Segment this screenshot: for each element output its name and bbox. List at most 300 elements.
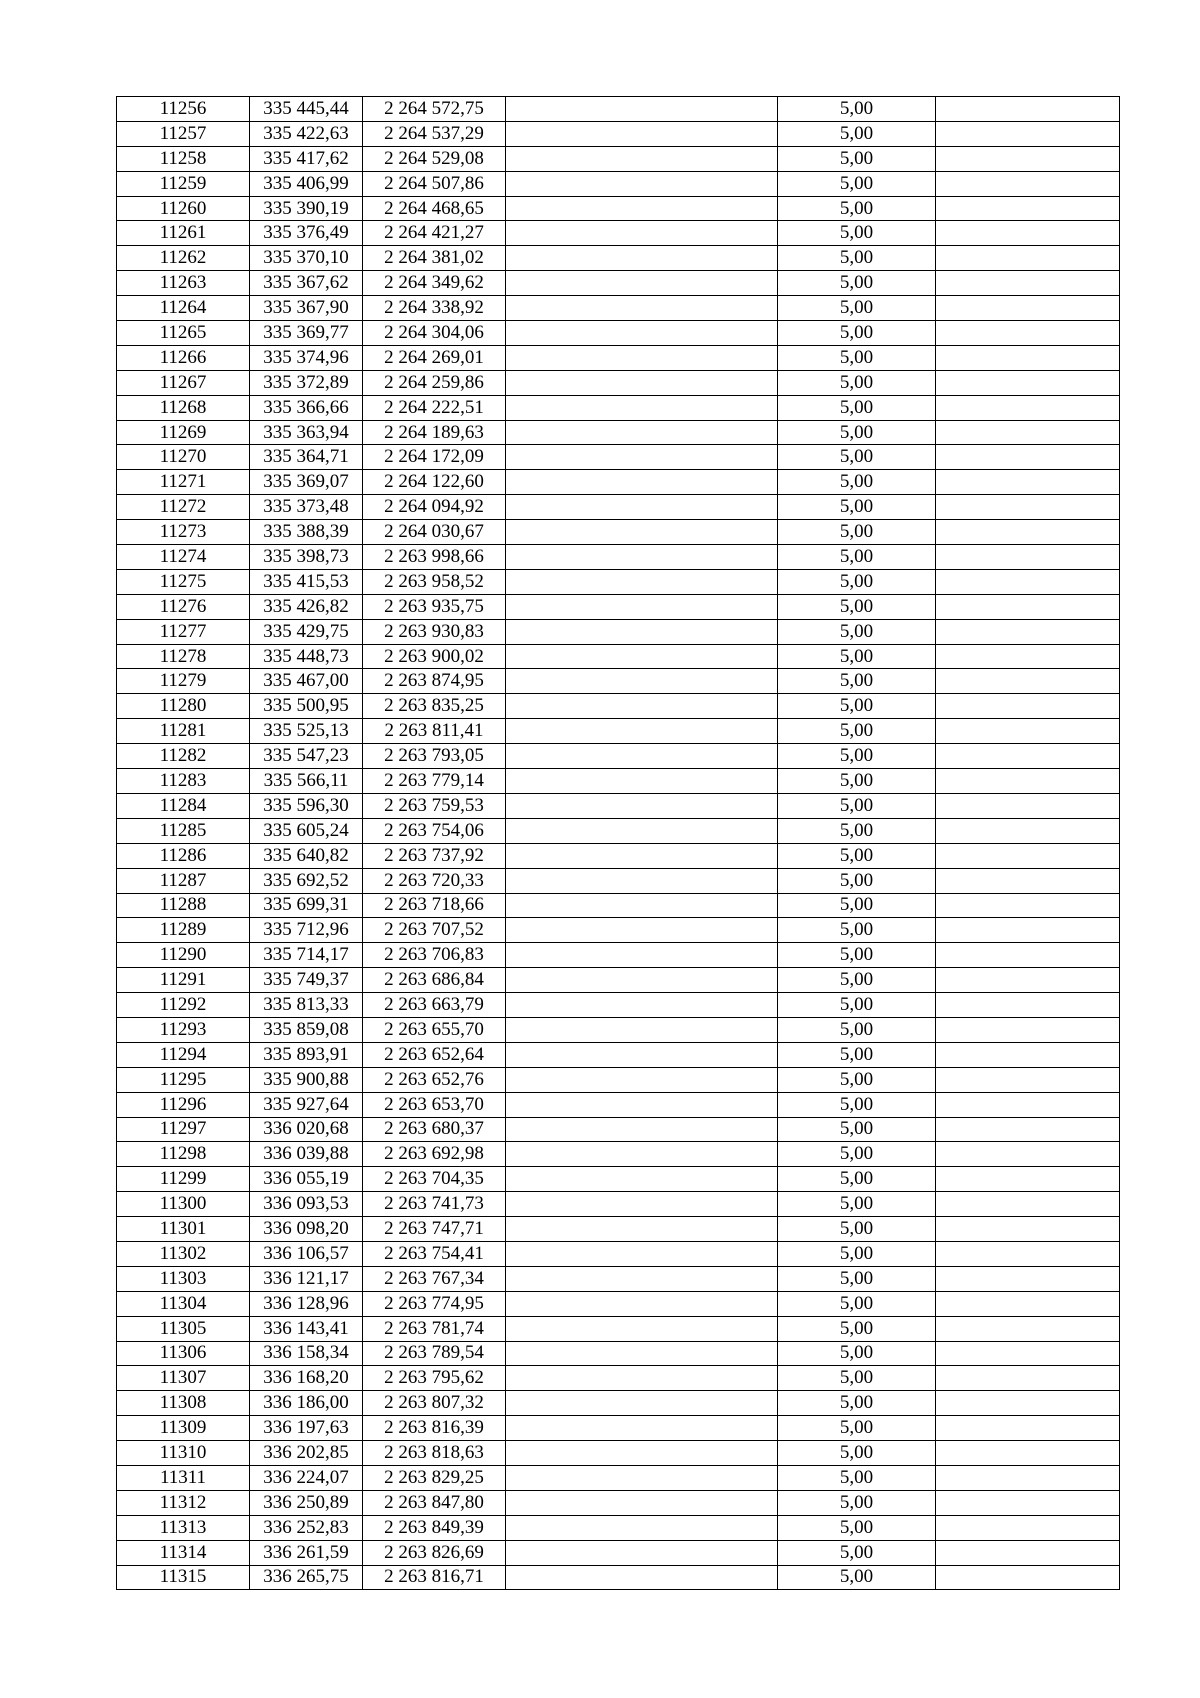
y-coordinate-cell: 2 264 189,63 (363, 420, 506, 445)
empty-cell (506, 1391, 778, 1416)
x-coordinate-cell: 335 605,24 (250, 818, 363, 843)
y-coordinate-cell: 2 263 754,06 (363, 818, 506, 843)
empty-cell (506, 196, 778, 221)
table-row (117, 221, 1120, 246)
value-cell: 5,00 (778, 1391, 936, 1416)
table-row (117, 1167, 1120, 1192)
empty-cell (506, 321, 778, 346)
x-coordinate-cell: 335 367,62 (250, 271, 363, 296)
point-number-cell: 11273 (117, 520, 250, 545)
empty-cell (936, 97, 1120, 122)
y-coordinate-cell: 2 264 537,29 (363, 121, 506, 146)
table-row (117, 171, 1120, 196)
value-cell: 5,00 (778, 1316, 936, 1341)
value-cell: 5,00 (778, 1117, 936, 1142)
table-row (117, 644, 1120, 669)
empty-cell (506, 868, 778, 893)
x-coordinate-cell: 335 692,52 (250, 868, 363, 893)
empty-cell (506, 1241, 778, 1266)
table-row (117, 495, 1120, 520)
y-coordinate-cell: 2 264 572,75 (363, 97, 506, 122)
value-cell: 5,00 (778, 1366, 936, 1391)
point-number-cell: 11272 (117, 495, 250, 520)
table-row (117, 719, 1120, 744)
value-cell: 5,00 (778, 1266, 936, 1291)
point-number-cell: 11275 (117, 569, 250, 594)
point-number-cell: 11274 (117, 545, 250, 570)
table-row (117, 395, 1120, 420)
table-row (117, 296, 1120, 321)
value-cell: 5,00 (778, 993, 936, 1018)
point-number-cell: 11296 (117, 1092, 250, 1117)
empty-cell (936, 744, 1120, 769)
value-cell: 5,00 (778, 146, 936, 171)
y-coordinate-cell: 2 263 774,95 (363, 1291, 506, 1316)
empty-cell (936, 1217, 1120, 1242)
value-cell: 5,00 (778, 296, 936, 321)
empty-cell (506, 1192, 778, 1217)
table-row (117, 1441, 1120, 1466)
empty-cell (506, 1465, 778, 1490)
empty-cell (936, 1017, 1120, 1042)
table-row (117, 818, 1120, 843)
y-coordinate-cell: 2 264 507,86 (363, 171, 506, 196)
empty-cell (936, 271, 1120, 296)
point-number-cell: 11301 (117, 1217, 250, 1242)
y-coordinate-cell: 2 263 779,14 (363, 769, 506, 794)
table-row (117, 1117, 1120, 1142)
empty-cell (506, 445, 778, 470)
table-row (117, 420, 1120, 445)
empty-cell (506, 470, 778, 495)
x-coordinate-cell: 335 596,30 (250, 793, 363, 818)
point-number-cell: 11287 (117, 868, 250, 893)
point-number-cell: 11284 (117, 793, 250, 818)
empty-cell (506, 669, 778, 694)
value-cell: 5,00 (778, 1142, 936, 1167)
y-coordinate-cell: 2 264 172,09 (363, 445, 506, 470)
table-row (117, 993, 1120, 1018)
point-number-cell: 11291 (117, 968, 250, 993)
point-number-cell: 11308 (117, 1391, 250, 1416)
y-coordinate-cell: 2 263 874,95 (363, 669, 506, 694)
point-number-cell: 11280 (117, 694, 250, 719)
x-coordinate-cell: 335 373,48 (250, 495, 363, 520)
empty-cell (936, 1341, 1120, 1366)
empty-cell (936, 470, 1120, 495)
table-row (117, 1217, 1120, 1242)
empty-cell (506, 520, 778, 545)
y-coordinate-cell: 2 264 421,27 (363, 221, 506, 246)
x-coordinate-cell: 335 893,91 (250, 1042, 363, 1067)
empty-cell (936, 968, 1120, 993)
point-number-cell: 11267 (117, 370, 250, 395)
point-number-cell: 11256 (117, 97, 250, 122)
value-cell: 5,00 (778, 1067, 936, 1092)
empty-cell (936, 370, 1120, 395)
point-number-cell: 11294 (117, 1042, 250, 1067)
value-cell: 5,00 (778, 818, 936, 843)
point-number-cell: 11304 (117, 1291, 250, 1316)
empty-cell (506, 769, 778, 794)
table-row (117, 868, 1120, 893)
point-number-cell: 11300 (117, 1192, 250, 1217)
y-coordinate-cell: 2 263 930,83 (363, 619, 506, 644)
x-coordinate-cell: 335 367,90 (250, 296, 363, 321)
y-coordinate-cell: 2 263 692,98 (363, 1142, 506, 1167)
empty-cell (936, 1241, 1120, 1266)
empty-cell (936, 569, 1120, 594)
y-coordinate-cell: 2 263 741,73 (363, 1192, 506, 1217)
table-row (117, 744, 1120, 769)
y-coordinate-cell: 2 263 653,70 (363, 1092, 506, 1117)
y-coordinate-cell: 2 263 767,34 (363, 1266, 506, 1291)
value-cell: 5,00 (778, 1515, 936, 1540)
table-row (117, 1465, 1120, 1490)
y-coordinate-cell: 2 263 718,66 (363, 893, 506, 918)
y-coordinate-cell: 2 263 793,05 (363, 744, 506, 769)
table-row (117, 445, 1120, 470)
y-coordinate-cell: 2 263 795,62 (363, 1366, 506, 1391)
point-number-cell: 11305 (117, 1316, 250, 1341)
empty-cell (506, 644, 778, 669)
empty-cell (506, 1565, 778, 1590)
point-number-cell: 11315 (117, 1565, 250, 1590)
value-cell: 5,00 (778, 1167, 936, 1192)
y-coordinate-cell: 2 263 652,64 (363, 1042, 506, 1067)
point-number-cell: 11269 (117, 420, 250, 445)
x-coordinate-cell: 336 261,59 (250, 1540, 363, 1565)
table-row (117, 569, 1120, 594)
x-coordinate-cell: 335 927,64 (250, 1092, 363, 1117)
empty-cell (506, 1117, 778, 1142)
empty-cell (506, 1416, 778, 1441)
point-number-cell: 11277 (117, 619, 250, 644)
empty-cell (936, 719, 1120, 744)
value-cell: 5,00 (778, 619, 936, 644)
value-cell: 5,00 (778, 545, 936, 570)
empty-cell (936, 868, 1120, 893)
empty-cell (506, 1316, 778, 1341)
y-coordinate-cell: 2 264 338,92 (363, 296, 506, 321)
y-coordinate-cell: 2 263 737,92 (363, 843, 506, 868)
table-row (117, 321, 1120, 346)
y-coordinate-cell: 2 263 747,71 (363, 1217, 506, 1242)
empty-cell (506, 246, 778, 271)
empty-cell (506, 1490, 778, 1515)
point-number-cell: 11310 (117, 1441, 250, 1466)
x-coordinate-cell: 335 566,11 (250, 769, 363, 794)
table-row (117, 893, 1120, 918)
empty-cell (506, 719, 778, 744)
point-number-cell: 11313 (117, 1515, 250, 1540)
empty-cell (506, 893, 778, 918)
y-coordinate-cell: 2 263 707,52 (363, 918, 506, 943)
x-coordinate-cell: 335 417,62 (250, 146, 363, 171)
empty-cell (506, 1142, 778, 1167)
x-coordinate-cell: 336 202,85 (250, 1441, 363, 1466)
x-coordinate-cell: 335 370,10 (250, 246, 363, 271)
table-row (117, 769, 1120, 794)
empty-cell (936, 1540, 1120, 1565)
x-coordinate-cell: 335 406,99 (250, 171, 363, 196)
point-number-cell: 11290 (117, 943, 250, 968)
empty-cell (506, 818, 778, 843)
empty-cell (506, 1366, 778, 1391)
table-row (117, 97, 1120, 122)
point-number-cell: 11288 (117, 893, 250, 918)
value-cell: 5,00 (778, 271, 936, 296)
table-row (117, 1316, 1120, 1341)
value-cell: 5,00 (778, 1341, 936, 1366)
empty-cell (936, 445, 1120, 470)
table-row (117, 1391, 1120, 1416)
value-cell: 5,00 (778, 943, 936, 968)
table-row (117, 843, 1120, 868)
point-number-cell: 11268 (117, 395, 250, 420)
empty-cell (936, 296, 1120, 321)
empty-cell (506, 146, 778, 171)
table-body (117, 97, 1120, 1590)
point-number-cell: 11279 (117, 669, 250, 694)
y-coordinate-cell: 2 263 652,76 (363, 1067, 506, 1092)
point-number-cell: 11278 (117, 644, 250, 669)
empty-cell (936, 146, 1120, 171)
table-row (117, 619, 1120, 644)
value-cell: 5,00 (778, 968, 936, 993)
y-coordinate-cell: 2 263 704,35 (363, 1167, 506, 1192)
empty-cell (936, 1316, 1120, 1341)
empty-cell (506, 744, 778, 769)
table-row (117, 594, 1120, 619)
empty-cell (506, 1515, 778, 1540)
value-cell: 5,00 (778, 345, 936, 370)
x-coordinate-cell: 335 388,39 (250, 520, 363, 545)
x-coordinate-cell: 336 039,88 (250, 1142, 363, 1167)
point-number-cell: 11298 (117, 1142, 250, 1167)
empty-cell (936, 893, 1120, 918)
x-coordinate-cell: 335 398,73 (250, 545, 363, 570)
y-coordinate-cell: 2 263 759,53 (363, 793, 506, 818)
value-cell: 5,00 (778, 1092, 936, 1117)
table-row (117, 520, 1120, 545)
value-cell: 5,00 (778, 196, 936, 221)
empty-cell (506, 993, 778, 1018)
point-number-cell: 11260 (117, 196, 250, 221)
empty-cell (506, 1441, 778, 1466)
empty-cell (936, 1441, 1120, 1466)
y-coordinate-cell: 2 264 030,67 (363, 520, 506, 545)
point-number-cell: 11307 (117, 1366, 250, 1391)
empty-cell (506, 1540, 778, 1565)
x-coordinate-cell: 336 265,75 (250, 1565, 363, 1590)
empty-cell (936, 918, 1120, 943)
y-coordinate-cell: 2 263 818,63 (363, 1441, 506, 1466)
x-coordinate-cell: 335 859,08 (250, 1017, 363, 1042)
empty-cell (936, 1117, 1120, 1142)
empty-cell (936, 196, 1120, 221)
value-cell: 5,00 (778, 1416, 936, 1441)
value-cell: 5,00 (778, 744, 936, 769)
y-coordinate-cell: 2 264 381,02 (363, 246, 506, 271)
value-cell: 5,00 (778, 470, 936, 495)
x-coordinate-cell: 335 525,13 (250, 719, 363, 744)
value-cell: 5,00 (778, 594, 936, 619)
empty-cell (936, 1291, 1120, 1316)
empty-cell (506, 1067, 778, 1092)
table-row (117, 669, 1120, 694)
table-row (117, 345, 1120, 370)
point-number-cell: 11303 (117, 1266, 250, 1291)
empty-cell (506, 1266, 778, 1291)
point-number-cell: 11285 (117, 818, 250, 843)
y-coordinate-cell: 2 263 811,41 (363, 719, 506, 744)
empty-cell (936, 246, 1120, 271)
y-coordinate-cell: 2 264 094,92 (363, 495, 506, 520)
point-number-cell: 11281 (117, 719, 250, 744)
table-row (117, 918, 1120, 943)
value-cell: 5,00 (778, 1042, 936, 1067)
x-coordinate-cell: 335 712,96 (250, 918, 363, 943)
point-number-cell: 11295 (117, 1067, 250, 1092)
y-coordinate-cell: 2 263 789,54 (363, 1341, 506, 1366)
empty-cell (936, 1565, 1120, 1590)
empty-cell (506, 495, 778, 520)
table-row (117, 1416, 1120, 1441)
empty-cell (936, 818, 1120, 843)
y-coordinate-cell: 2 263 829,25 (363, 1465, 506, 1490)
table-row (117, 545, 1120, 570)
value-cell: 5,00 (778, 171, 936, 196)
point-number-cell: 11271 (117, 470, 250, 495)
empty-cell (936, 345, 1120, 370)
y-coordinate-cell: 2 264 269,01 (363, 345, 506, 370)
point-number-cell: 11293 (117, 1017, 250, 1042)
table-row (117, 1266, 1120, 1291)
table-row (117, 1142, 1120, 1167)
empty-cell (936, 1266, 1120, 1291)
table-row (117, 793, 1120, 818)
point-number-cell: 11262 (117, 246, 250, 271)
point-number-cell: 11276 (117, 594, 250, 619)
x-coordinate-cell: 336 093,53 (250, 1192, 363, 1217)
y-coordinate-cell: 2 263 998,66 (363, 545, 506, 570)
y-coordinate-cell: 2 263 935,75 (363, 594, 506, 619)
table-row (117, 370, 1120, 395)
empty-cell (936, 495, 1120, 520)
point-number-cell: 11264 (117, 296, 250, 321)
x-coordinate-cell: 335 714,17 (250, 943, 363, 968)
x-coordinate-cell: 336 143,41 (250, 1316, 363, 1341)
table-row (117, 1366, 1120, 1391)
x-coordinate-cell: 336 020,68 (250, 1117, 363, 1142)
value-cell: 5,00 (778, 1017, 936, 1042)
y-coordinate-cell: 2 263 900,02 (363, 644, 506, 669)
empty-cell (936, 993, 1120, 1018)
table-row (117, 271, 1120, 296)
value-cell: 5,00 (778, 1241, 936, 1266)
x-coordinate-cell: 335 900,88 (250, 1067, 363, 1092)
x-coordinate-cell: 336 168,20 (250, 1366, 363, 1391)
empty-cell (506, 545, 778, 570)
x-coordinate-cell: 335 372,89 (250, 370, 363, 395)
y-coordinate-cell: 2 263 847,80 (363, 1490, 506, 1515)
empty-cell (506, 968, 778, 993)
table-row (117, 1515, 1120, 1540)
x-coordinate-cell: 335 749,37 (250, 968, 363, 993)
empty-cell (506, 171, 778, 196)
table-row (117, 146, 1120, 171)
y-coordinate-cell: 2 263 680,37 (363, 1117, 506, 1142)
y-coordinate-cell: 2 264 349,62 (363, 271, 506, 296)
empty-cell (936, 1515, 1120, 1540)
empty-cell (506, 619, 778, 644)
x-coordinate-cell: 336 224,07 (250, 1465, 363, 1490)
y-coordinate-cell: 2 263 655,70 (363, 1017, 506, 1042)
value-cell: 5,00 (778, 769, 936, 794)
empty-cell (936, 121, 1120, 146)
x-coordinate-cell: 335 445,44 (250, 97, 363, 122)
value-cell: 5,00 (778, 1217, 936, 1242)
empty-cell (506, 1042, 778, 1067)
x-coordinate-cell: 335 364,71 (250, 445, 363, 470)
x-coordinate-cell: 335 376,49 (250, 221, 363, 246)
x-coordinate-cell: 336 186,00 (250, 1391, 363, 1416)
empty-cell (936, 221, 1120, 246)
y-coordinate-cell: 2 264 468,65 (363, 196, 506, 221)
point-number-cell: 11309 (117, 1416, 250, 1441)
empty-cell (936, 1366, 1120, 1391)
empty-cell (936, 395, 1120, 420)
point-number-cell: 11314 (117, 1540, 250, 1565)
table-row (117, 1341, 1120, 1366)
point-number-cell: 11286 (117, 843, 250, 868)
value-cell: 5,00 (778, 644, 936, 669)
value-cell: 5,00 (778, 719, 936, 744)
y-coordinate-cell: 2 263 663,79 (363, 993, 506, 1018)
empty-cell (506, 1217, 778, 1242)
value-cell: 5,00 (778, 395, 936, 420)
point-number-cell: 11299 (117, 1167, 250, 1192)
table-row (117, 1565, 1120, 1590)
empty-cell (506, 121, 778, 146)
table-row (117, 196, 1120, 221)
empty-cell (506, 1341, 778, 1366)
x-coordinate-cell: 335 426,82 (250, 594, 363, 619)
x-coordinate-cell: 335 366,66 (250, 395, 363, 420)
y-coordinate-cell: 2 263 686,84 (363, 968, 506, 993)
table-row (117, 121, 1120, 146)
empty-cell (506, 793, 778, 818)
value-cell: 5,00 (778, 843, 936, 868)
empty-cell (936, 1067, 1120, 1092)
point-number-cell: 11265 (117, 321, 250, 346)
empty-cell (506, 345, 778, 370)
empty-cell (936, 669, 1120, 694)
point-number-cell: 11261 (117, 221, 250, 246)
value-cell: 5,00 (778, 569, 936, 594)
value-cell: 5,00 (778, 868, 936, 893)
y-coordinate-cell: 2 263 849,39 (363, 1515, 506, 1540)
x-coordinate-cell: 335 363,94 (250, 420, 363, 445)
coordinates-table (116, 96, 1120, 1590)
empty-cell (936, 1092, 1120, 1117)
y-coordinate-cell: 2 263 706,83 (363, 943, 506, 968)
empty-cell (506, 918, 778, 943)
x-coordinate-cell: 335 390,19 (250, 196, 363, 221)
point-number-cell: 11289 (117, 918, 250, 943)
y-coordinate-cell: 2 263 754,41 (363, 1241, 506, 1266)
